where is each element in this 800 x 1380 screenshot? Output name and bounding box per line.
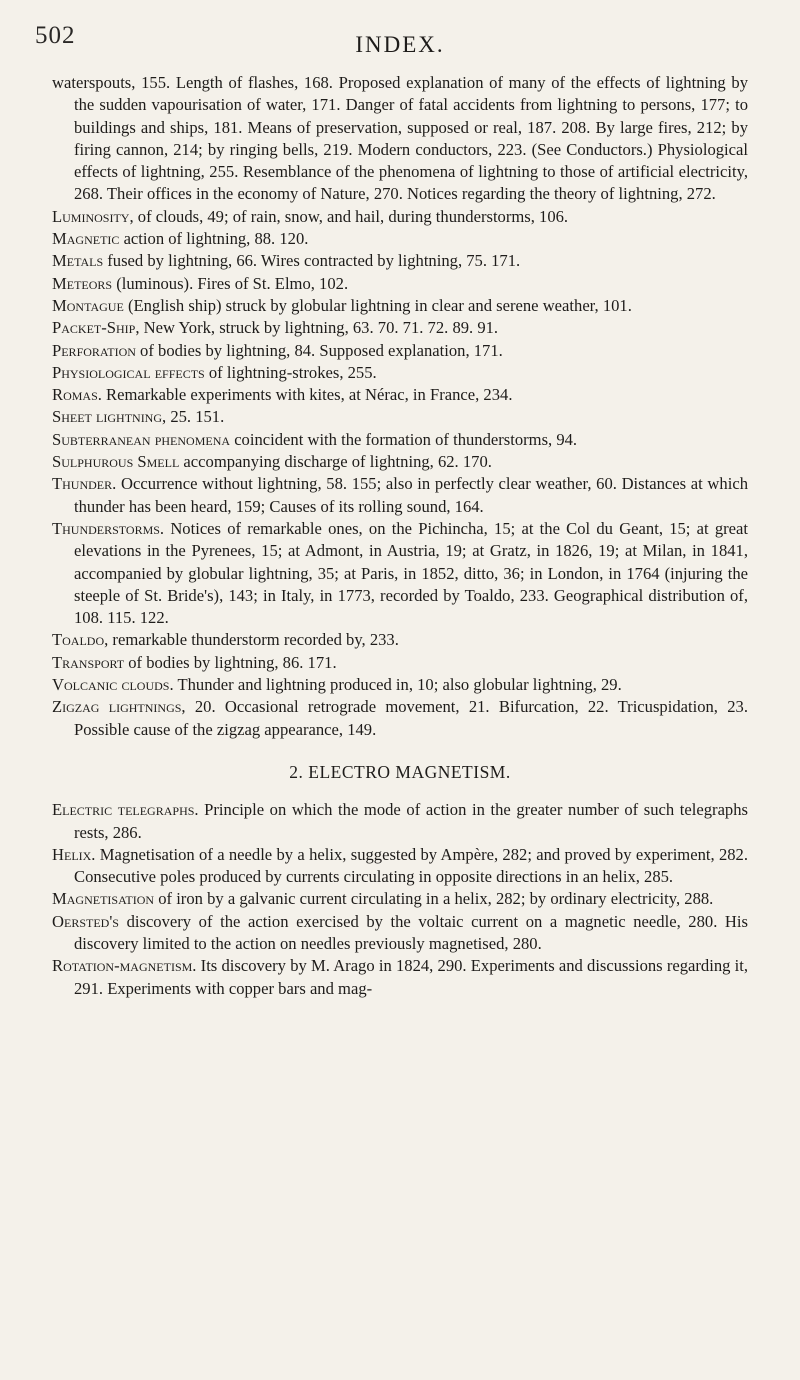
index-term: Volcanic clouds. [52,675,174,695]
index-entry [52,250,748,272]
index-entry-text: Principle on which the mode of action in the greater number of such telegraphs rests, 286. [74,800,748,842]
index-entry [52,473,748,518]
index-term: Thunder. [52,474,117,494]
index-term: Toaldo, [52,630,109,650]
index-entry [52,888,748,910]
index-entry [52,844,748,889]
index-term: Perforation [52,340,136,360]
index-entry [52,955,748,1000]
index-term: Rotation-magnetism. [52,956,197,976]
index-term: Luminosity, [52,206,134,226]
index-entry-text: Magnetisation of a needle by a helix, suggested by Ampère, 282; and proved by experiment, 282. Consecutive poles produced by currents circulating in opposite directions in an helix, 285. [74,844,748,887]
index-entry-text: of bodies by lightning, 84. Supposed explanation, 171. [135,340,503,360]
index-term: Transport [52,652,125,672]
index-entry-text: (luminous). Fires of St. Elmo, 102. [112,273,349,293]
index-entry [52,295,748,317]
index-entry-text: action of lightning, 88. 120. [119,229,309,249]
index-entry [52,911,748,956]
index-entry-text: Notices of remarkable ones, on the Pichincha, 15; at the Col du Geant, 15; at great elevations in the Pyrenees, 15; at Admont, in Austria, 19; at Gratz, in 1826, 19; at Milan, in 1841, accompanied by globular lightning, 35; at Paris, in 1852, ditto, 36; in London, in 1764 (injuring the steeple of St. Bride's), 143; in Italy, in 1773, recorded by Toaldo, 233. Geographical distribution of, 108. 115. 122. [74,518,748,628]
index-entry-text: discovery of the action exercised by the voltaic current on a magnetic needle, 280. His discovery limited to the action on needles previously magnetised, 280. [74,911,748,953]
index-entry-text: (English ship) struck by globular lightning in clear and serene weather, 101. [123,295,632,315]
index-entry-text: fused by lightning, 66. Wires contracted by lightning, 75. 171. [103,251,521,271]
index-entry [52,362,748,384]
index-entry [52,451,748,473]
running-head: INDEX. [355,32,445,57]
index-entry [52,72,748,206]
index-entry [52,674,748,696]
index-entry [52,206,748,228]
index-term: Magnetic [52,229,120,249]
index-entry [52,652,748,674]
index-entry-text: 20. Occasional retrograde movement, 21. Bifurcation, 22. Tricuspidation, 23. Possible cause of the zigzag appearance, 149. [74,697,748,739]
index-entry [52,228,748,250]
index-entry-text: of iron by a galvanic current circulating in a helix, 282; by ordinary electricity, 288. [154,889,714,909]
index-entry [52,406,748,428]
index-entry-text: Its discovery by M. Arago in 1824, 290. Experiments and discussions regarding it, 291. Experiments with copper bars and mag- [74,956,748,998]
index-term: Montague [52,295,124,315]
index-entry-text: accompanying discharge of lightning, 62. 170. [179,452,492,472]
index-term: Meteors [52,273,113,293]
index-entry-text: 25. 151. [166,407,225,427]
index-entry-text: waterspouts, 155. Length of flashes, 168. Proposed explanation of many of the effects of lightning by the sudden vapourisation of water, 171. Danger of fatal accidents from lightning to persons, 177; to buildings and ships, 181. Means of preservation, supposed or real, 187. 208. By large fires, 212; by firing cannon, 214; by ringing bells, 219. Modern conductors, 223. (See Conductors.) Physiological effects of lightning, 255. Resemblance of the phenomena of lightning to those of artificial electricity, 268. Their offices in the economy of Nature, 270. Notices regarding the theory of lightning, 272. [52,73,748,204]
page-number: 502 [35,22,76,49]
index-entry [52,799,748,844]
index-entry-text: Remarkable experiments with kites, at Nérac, in France, 234. [101,385,513,405]
index-term: Electric telegraphs. [52,800,199,820]
index-entry-text: of lightning-strokes, 255. [204,362,377,382]
index-term: Physiological effects [52,362,205,382]
index-entry-text: of clouds, 49; of rain, snow, and hail, during thunderstorms, 106. [133,206,569,226]
index-entry-text: Occurrence without lightning, 58. 155; also in perfectly clear weather, 60. Distances at which thunder has been heard, 159; Causes of its rolling sound, 164. [74,474,748,516]
index-entry [52,696,748,741]
index-entry [52,518,748,629]
index-entry [52,429,748,451]
index-entry-text: remarkable thunderstorm recorded by, 233. [108,630,399,650]
index-entries-electro-magnetism [52,799,748,1000]
index-term: Sulphurous Smell [52,452,180,472]
index-entry [52,340,748,362]
index-term: Sheet lightning, [52,407,167,427]
index-entry [52,384,748,406]
index-entry [52,629,748,651]
index-term: Romas. [52,385,102,405]
index-body [52,72,748,1000]
index-term: Thunderstorms. [52,518,165,538]
index-entries-lightning [52,72,748,741]
index-entry-text: coincident with the formation of thunderstorms, 94. [230,429,578,449]
index-term: Magnetisation [52,889,155,909]
index-entry-text: New York, struck by lightning, 63. 70. 71. 72. 89. 91. [139,318,499,338]
index-entry [52,317,748,339]
index-term: Packet-Ship, [52,318,140,338]
index-term: Zigzag lightnings, [52,697,186,717]
index-term: Oersted's [52,911,119,931]
section-heading: 2. ELECTRO MAGNETISM. [289,761,511,782]
index-entry-text: Thunder and lightning produced in, 10; also globular lightning, 29. [173,675,622,695]
index-entry [52,273,748,295]
index-entry-text: of bodies by lightning, 86. 171. [124,652,337,672]
index-term: Helix. [52,844,96,864]
index-term: Subterranean phenomena [52,429,231,449]
index-term: Metals [52,251,104,271]
